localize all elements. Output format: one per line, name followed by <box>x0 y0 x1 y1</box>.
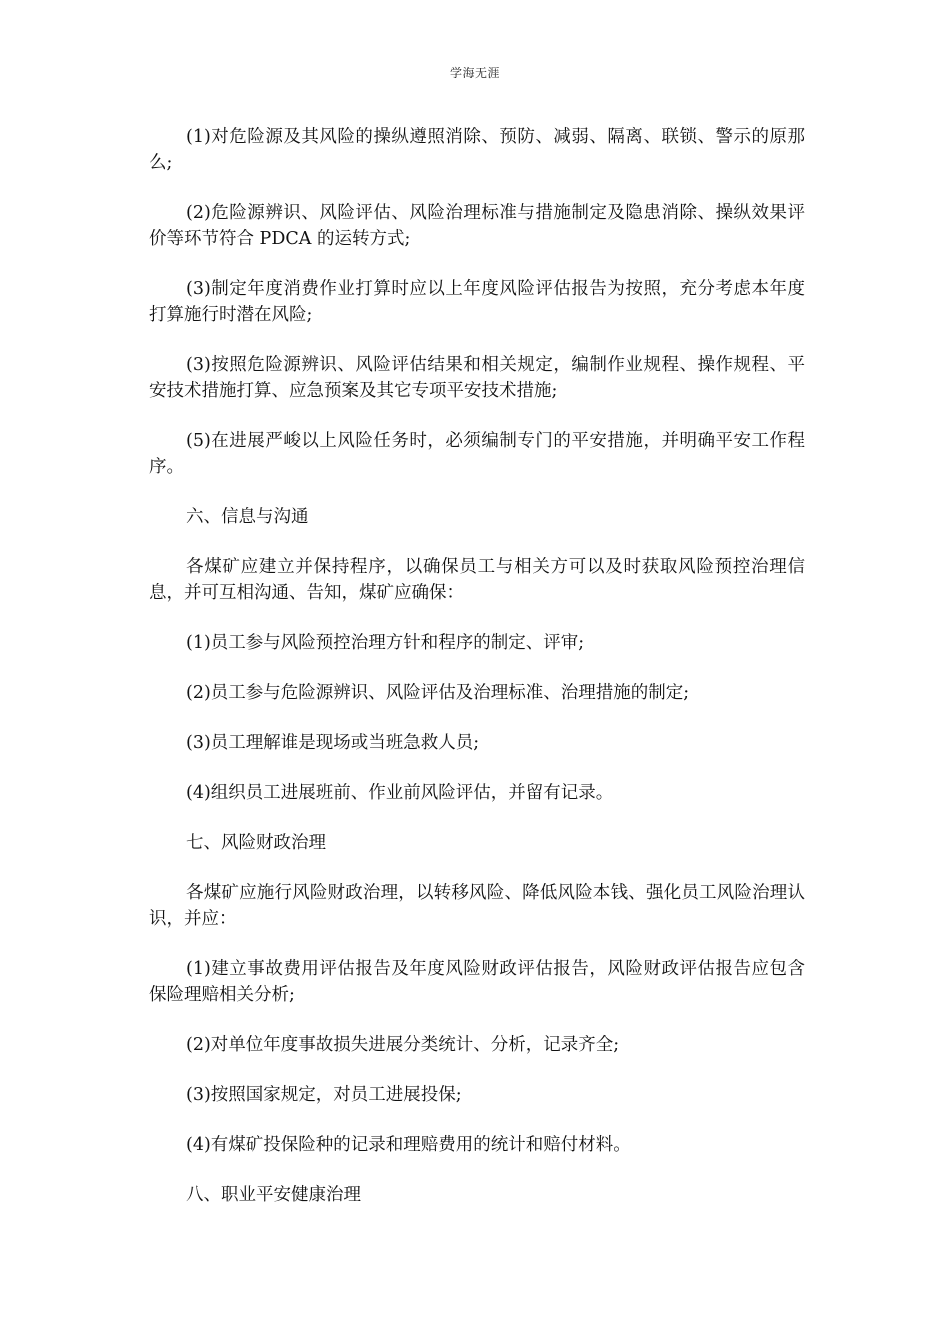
list-item-cost-report: (1)建立事故费用评估报告及年度风险财政评估报告，风险财政评估报告应包含保险理赔相关分析; <box>149 959 805 1005</box>
paragraph-annual-plan: (3)制定年度消费作业打算时应以上年度风险评估报告为按照，充分考虑本年度打算施行时潜在风险; <box>149 279 805 325</box>
section-heading-occupational-safety: 八、职业平安健康治理 <box>186 1185 361 1205</box>
list-item-hazard-participation: (2)员工参与危险源辨识、风险评估及治理标准、治理措施的制定; <box>186 683 690 703</box>
list-item-insurance-records: (4)有煤矿投保险种的记录和理赔费用的统计和赔付材料。 <box>186 1135 631 1155</box>
paragraph-pdca: (2)危险源辨识、风险评估、风险治理标准与措施制定及隐患消除、操纵效果评价等环节符合 PDCA 的运转方式; <box>149 203 805 249</box>
paragraph-hazard-control-principle: (1)对危险源及其风险的操纵遵照消除、预防、减弱、隔离、联锁、警示的原那么; <box>149 127 805 173</box>
list-item-pre-shift-assessment: (4)组织员工进展班前、作业前风险评估，并留有记录。 <box>186 783 614 803</box>
list-item-insurance: (3)按照国家规定，对员工进展投保; <box>186 1085 462 1105</box>
list-item-first-aid: (3)员工理解谁是现场或当班急救人员; <box>186 733 480 753</box>
paragraph-special-measures: (5)在进展严峻以上风险任务时，必须编制专门的平安措施，并明确平安工作程序。 <box>149 431 805 477</box>
paragraph-risk-finance-intro: 各煤矿应施行风险财政治理，以转移风险、降低风险本钱、强化员工风险治理认识，并应： <box>149 883 805 929</box>
page-header: 学海无涯 <box>449 66 500 80</box>
document-body <box>149 124 805 1232</box>
section-heading-risk-finance: 七、风险财政治理 <box>186 833 326 853</box>
paragraph-communication-intro: 各煤矿应建立并保持程序，以确保员工与相关方可以及时获取风险预控治理信息，并可互相沟通、告知，煤矿应确保： <box>149 557 805 603</box>
list-item-policy-participation: (1)员工参与风险预控治理方针和程序的制定、评审; <box>186 633 585 653</box>
section-heading-information: 六、信息与沟通 <box>186 507 309 527</box>
list-item-loss-statistics: (2)对单位年度事故损失进展分类统计、分析，记录齐全; <box>186 1035 620 1055</box>
paragraph-operating-procedures: (3)按照危险源辨识、风险评估结果和相关规定，编制作业规程、操作规程、平安技术措施打算、应急预案及其它专项平安技术措施; <box>149 355 805 401</box>
